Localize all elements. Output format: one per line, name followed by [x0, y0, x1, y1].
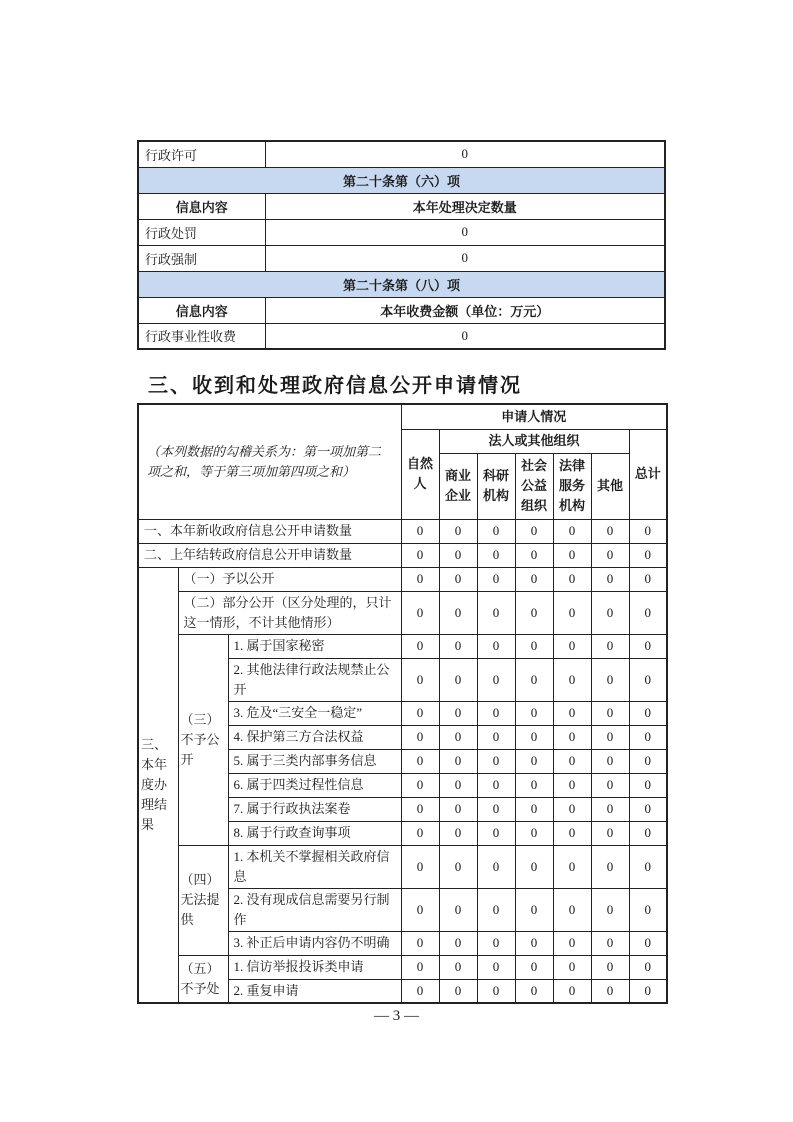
value-cell: 0: [591, 658, 629, 701]
value-cell: 0: [515, 979, 553, 1003]
value-cell: 0: [553, 658, 591, 701]
group-label-refusal: （三）不予公开: [178, 634, 228, 845]
value-cell: 0: [477, 543, 515, 567]
row-label: 信息内容: [138, 297, 265, 323]
row-label: 信息内容: [138, 193, 265, 219]
value-cell: 0: [477, 658, 515, 701]
table-note: （本列数据的勾稽关系为：第一项加第二项之和，等于第三项加第四项之和）: [138, 404, 401, 519]
row-label: 3. 补正后申请内容仍不明确: [228, 931, 401, 955]
value-cell: 0: [439, 797, 477, 821]
value-cell: 0: [553, 888, 591, 931]
header-legal-service: 法律服务机构: [553, 453, 591, 519]
value-cell: 0: [477, 701, 515, 725]
header-natural-person: 自然人: [401, 429, 439, 519]
value-cell: 0: [591, 519, 629, 543]
value-cell: 0: [477, 725, 515, 749]
value-cell: 0: [553, 567, 591, 591]
value-cell: 0: [515, 797, 553, 821]
table-row: [138, 567, 667, 591]
value-cell: 0: [515, 931, 553, 955]
value-cell: 0: [477, 845, 515, 888]
value-cell: 0: [515, 955, 553, 979]
value-cell: 0: [629, 519, 667, 543]
applications-table: [137, 403, 668, 1004]
table-row: [138, 519, 667, 543]
header-social-welfare: 社会公益组织: [515, 453, 553, 519]
value-cell: 0: [401, 634, 439, 658]
value-cell: 0: [439, 845, 477, 888]
row-label: 8. 属于行政查询事项: [228, 821, 401, 845]
section-header-cell: 第二十条第（六）项: [138, 167, 665, 193]
table-row: [138, 543, 667, 567]
value-cell: 0: [401, 725, 439, 749]
value-cell: 0: [439, 543, 477, 567]
value-cell: 0: [439, 567, 477, 591]
value-cell: 0: [515, 821, 553, 845]
row-label: 7. 属于行政执法案卷: [228, 797, 401, 821]
value-cell: 0: [401, 845, 439, 888]
table-row: [138, 141, 665, 167]
value-cell: 0: [515, 725, 553, 749]
value-cell: 0: [591, 543, 629, 567]
value-cell: 0: [439, 955, 477, 979]
value-cell: 0: [439, 591, 477, 634]
value-cell: 0: [591, 725, 629, 749]
row-value: 本年处理决定数量: [265, 193, 665, 219]
section-header-cell: 第二十条第（八）项: [138, 271, 665, 297]
value-cell: 0: [515, 773, 553, 797]
value-cell: 0: [477, 591, 515, 634]
value-cell: 0: [439, 773, 477, 797]
section-title: 三、收到和处理政府信息公开申请情况: [148, 375, 522, 397]
value-cell: 0: [477, 888, 515, 931]
value-cell: 0: [477, 797, 515, 821]
value-cell: 0: [591, 773, 629, 797]
value-cell: 0: [553, 821, 591, 845]
value-cell: 0: [439, 634, 477, 658]
row-label: 行政处罚: [138, 219, 265, 245]
value-cell: 0: [553, 797, 591, 821]
value-cell: 0: [629, 797, 667, 821]
value-cell: 0: [401, 888, 439, 931]
value-cell: 0: [401, 749, 439, 773]
value-cell: 0: [515, 567, 553, 591]
value-cell: 0: [439, 749, 477, 773]
value-cell: 0: [553, 955, 591, 979]
value-cell: 0: [629, 591, 667, 634]
row-label: 3. 危及“三安全一稳定”: [228, 701, 401, 725]
header-row: [138, 404, 667, 429]
value-cell: 0: [401, 701, 439, 725]
value-cell: 0: [629, 979, 667, 1003]
table-row: [138, 634, 667, 658]
value-cell: 0: [439, 701, 477, 725]
value-cell: 0: [401, 658, 439, 701]
table-row: [138, 591, 667, 634]
row-label: 2. 其他法律行政法规禁止公开: [228, 658, 401, 701]
value-cell: 0: [477, 634, 515, 658]
row-value: 0: [265, 141, 665, 167]
table-row: [138, 193, 665, 219]
section-header-row: [138, 167, 665, 193]
value-cell: 0: [629, 955, 667, 979]
value-cell: 0: [553, 634, 591, 658]
row-label: 2. 重复申请: [228, 979, 401, 1003]
value-cell: 0: [591, 955, 629, 979]
row-label: 1. 信访举报投诉类申请: [228, 955, 401, 979]
value-cell: 0: [629, 634, 667, 658]
row-label: 一、本年新收政府信息公开申请数量: [138, 519, 401, 543]
group-label-not-processed: （五）不予处: [178, 955, 228, 1003]
value-cell: 0: [553, 931, 591, 955]
row-label: 1. 本机关不掌握相关政府信息: [228, 845, 401, 888]
value-cell: 0: [591, 888, 629, 931]
header-applicant-group: 申请人情况: [401, 404, 667, 429]
value-cell: 0: [591, 979, 629, 1003]
header-other: 其他: [591, 453, 629, 519]
value-cell: 0: [515, 749, 553, 773]
value-cell: 0: [515, 634, 553, 658]
table-row: [138, 297, 665, 323]
value-cell: 0: [515, 701, 553, 725]
row-label: 1. 属于国家秘密: [228, 634, 401, 658]
value-cell: 0: [477, 567, 515, 591]
row-label: （二）部分公开（区分处理的，只计这一情形，不计其他情形）: [178, 591, 401, 634]
value-cell: 0: [553, 543, 591, 567]
row-label: 2. 没有现成信息需要另行制作: [228, 888, 401, 931]
value-cell: 0: [477, 749, 515, 773]
value-cell: 0: [553, 845, 591, 888]
value-cell: 0: [515, 658, 553, 701]
value-cell: 0: [401, 955, 439, 979]
value-cell: 0: [477, 931, 515, 955]
value-cell: 0: [629, 845, 667, 888]
value-cell: 0: [629, 931, 667, 955]
row-label: 行政许可: [138, 141, 265, 167]
value-cell: 0: [591, 591, 629, 634]
value-cell: 0: [439, 658, 477, 701]
value-cell: 0: [477, 773, 515, 797]
table-row: [138, 245, 665, 271]
group-label-unable-to-provide: （四）无法提供: [178, 845, 228, 955]
value-cell: 0: [401, 931, 439, 955]
value-cell: 0: [401, 821, 439, 845]
value-cell: 0: [401, 591, 439, 634]
value-cell: 0: [629, 773, 667, 797]
value-cell: 0: [629, 821, 667, 845]
row-label: 5. 属于三类内部事务信息: [228, 749, 401, 773]
value-cell: 0: [553, 591, 591, 634]
table-row: [138, 323, 665, 349]
value-cell: 0: [439, 888, 477, 931]
value-cell: 0: [515, 591, 553, 634]
value-cell: 0: [629, 543, 667, 567]
value-cell: 0: [591, 797, 629, 821]
value-cell: 0: [591, 821, 629, 845]
value-cell: 0: [629, 725, 667, 749]
value-cell: 0: [591, 845, 629, 888]
value-cell: 0: [553, 773, 591, 797]
header-research: 科研机构: [477, 453, 515, 519]
row-value: 本年收费金额（单位：万元）: [265, 297, 665, 323]
value-cell: 0: [553, 979, 591, 1003]
row-label: 6. 属于四类过程性信息: [228, 773, 401, 797]
value-cell: 0: [401, 773, 439, 797]
value-cell: 0: [439, 821, 477, 845]
value-cell: 0: [591, 634, 629, 658]
value-cell: 0: [515, 845, 553, 888]
value-cell: 0: [401, 797, 439, 821]
page-number: — 3 —: [374, 1008, 419, 1024]
section3-vertical-label: 三、本年度办理结果: [138, 567, 178, 1003]
article20-items-table: [137, 140, 666, 350]
value-cell: 0: [477, 955, 515, 979]
row-label: 行政强制: [138, 245, 265, 271]
section-header-row: [138, 271, 665, 297]
value-cell: 0: [629, 701, 667, 725]
value-cell: 0: [401, 979, 439, 1003]
value-cell: 0: [439, 979, 477, 1003]
value-cell: 0: [591, 749, 629, 773]
header-legal-org-group: 法人或其他组织: [439, 429, 629, 453]
row-value: 0: [265, 219, 665, 245]
row-value: 0: [265, 323, 665, 349]
value-cell: 0: [515, 519, 553, 543]
row-label: 二、上年结转政府信息公开申请数量: [138, 543, 401, 567]
value-cell: 0: [401, 567, 439, 591]
value-cell: 0: [477, 821, 515, 845]
table-row: [138, 955, 667, 979]
value-cell: 0: [629, 658, 667, 701]
value-cell: 0: [553, 701, 591, 725]
value-cell: 0: [591, 931, 629, 955]
value-cell: 0: [629, 567, 667, 591]
value-cell: 0: [477, 979, 515, 1003]
row-label: 行政事业性收费: [138, 323, 265, 349]
value-cell: 0: [629, 749, 667, 773]
value-cell: 0: [401, 519, 439, 543]
row-value: 0: [265, 245, 665, 271]
value-cell: 0: [477, 519, 515, 543]
header-business: 商业企业: [439, 453, 477, 519]
row-label: 4. 保护第三方合法权益: [228, 725, 401, 749]
value-cell: 0: [629, 888, 667, 931]
table-row: [138, 845, 667, 888]
value-cell: 0: [591, 567, 629, 591]
value-cell: 0: [515, 543, 553, 567]
value-cell: 0: [553, 725, 591, 749]
value-cell: 0: [401, 543, 439, 567]
value-cell: 0: [553, 749, 591, 773]
table-row: [138, 219, 665, 245]
value-cell: 0: [439, 931, 477, 955]
value-cell: 0: [591, 701, 629, 725]
value-cell: 0: [515, 888, 553, 931]
value-cell: 0: [439, 725, 477, 749]
value-cell: 0: [553, 519, 591, 543]
header-total: 总计: [629, 429, 667, 519]
value-cell: 0: [439, 519, 477, 543]
row-label: （一）予以公开: [178, 567, 401, 591]
